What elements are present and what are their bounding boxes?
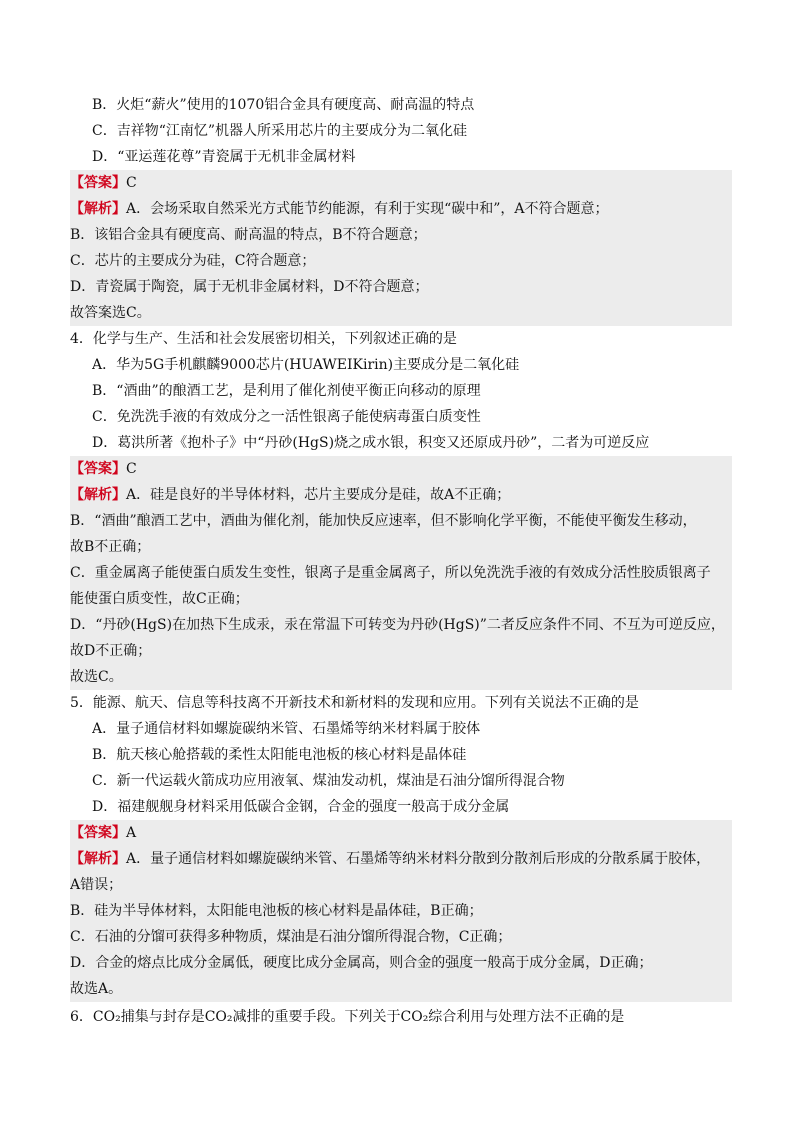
q4-answer-line — [70, 456, 730, 482]
q5-stem-end: 的是 — [610, 695, 639, 711]
q4-analysis-line: B．“酒曲”酿酒工艺中，酒曲为催化剂，能加快反应速率，但不影响化学平衡，不能使平衡发生移动， — [70, 513, 697, 529]
q3-analysis-line — [70, 196, 730, 222]
q4-analysis-line: C．重金属离子能使蛋白质发生变性，银离子是重金属离子，所以免洗洗手液的有效成分活性胶质银离子 — [70, 565, 711, 581]
q6-stem — [70, 1004, 730, 1030]
q5-stem-text: 5．能源、航天、信息等科技离不开新技术和新材料的发现和应用。下列有关说法 — [70, 695, 569, 711]
q3-analysis-text: A．会场采取自然采光方式能节约能源，有利于实现“碳中和”，A不符合题意； — [126, 201, 609, 217]
q4-analysis-line: 故D不正确； — [70, 643, 152, 659]
q3-option-d: D．“亚运莲花尊”青瓷属于无机非金属材料 — [92, 149, 356, 165]
q5-option-a: A．量子通信材料如螺旋碳纳米管、石墨烯等纳米材料属于胶体 — [92, 721, 481, 737]
q6-stem-text: 6．CO₂捕集与封存是CO₂减排的重要手段。下列关于CO₂综合利用与处理方法 — [70, 1009, 555, 1025]
q4-option-a: A．华为5G手机麒麟9000芯片(HUAWEIKirin)主要成分是二氧化硅 — [92, 357, 520, 373]
answer-tag: 【答案】 — [70, 825, 126, 841]
q5-stem — [70, 690, 730, 716]
q6-emphasis: · · · 不正确 — [554, 1009, 596, 1025]
q5-analysis-line: C．石油的分馏可获得多种物质，煤油是石油分馏所得混合物，C正确； — [70, 929, 512, 945]
q4-option-c: C．免洗洗手液的有效成分之一活性银离子能使病毒蛋白质变性 — [92, 409, 481, 425]
q4-stem: 4．化学与生产、生活和社会发展密切相关，下列叙述正确的是 — [70, 331, 457, 347]
q5-analysis-line: 故选A。 — [70, 981, 123, 997]
q4-option-b: B．“酒曲”的酿酒工艺，是利用了催化剂使平衡正向移动的原理 — [92, 383, 481, 399]
q3-option-b: B．火炬“薪火”使用的1070铝合金具有硬度高、耐高温的特点 — [92, 97, 475, 113]
q3-answer: C — [126, 175, 137, 191]
q3-option-c: C．吉祥物“江南忆”机器人所采用芯片的主要成分为二氧化硅 — [92, 123, 468, 139]
q5-analysis-line: D．合金的熔点比成分金属低，硬度比成分金属高，则合金的强度一般高于成分金属，D正确； — [70, 955, 653, 971]
q5-option-c: C．新一代运载火箭成功应用液氧、煤油发动机，煤油是石油分馏所得混合物 — [92, 773, 565, 789]
q5-option-d: D．福建舰舰身材料采用低碳合金钢，合金的强度一般高于成分金属 — [92, 799, 510, 815]
q5-emphasis: · · · 不正确 — [569, 695, 611, 711]
q3-analysis-line: 故答案选C。 — [70, 305, 151, 321]
q4-analysis-line: 故选C。 — [70, 669, 123, 685]
q5-analysis-line: B．硅为半导体材料，太阳能电池板的核心材料是晶体硅，B正确； — [70, 903, 483, 919]
analysis-tag: 【解析】 — [70, 201, 126, 217]
answer-tag: 【答案】 — [70, 175, 126, 191]
q4-analysis-line: D．“丹砂(HgS)在加热下生成汞，汞在常温下可转变为丹砂(HgS)”二者反应条件不同、不互为可逆反应， — [70, 617, 725, 633]
q5-answer-line — [70, 820, 730, 846]
analysis-tag: 【解析】 — [70, 487, 126, 503]
q4-answer: C — [126, 461, 137, 477]
q4-analysis-text: A．硅是良好的半导体材料，芯片主要成分是硅，故A不正确； — [126, 487, 511, 503]
q6-stem-end: 的是 — [596, 1009, 625, 1025]
q5-analysis-line: A错误； — [70, 877, 123, 893]
q3-answer-line — [70, 170, 730, 196]
q5-analysis-line — [70, 846, 730, 872]
q5-answer: A — [126, 825, 137, 841]
q4-analysis-line — [70, 482, 730, 508]
q4-analysis-line: 故B不正确； — [70, 539, 151, 555]
q3-analysis-line: C．芯片的主要成分为硅，C符合题意； — [70, 253, 316, 269]
analysis-tag: 【解析】 — [70, 851, 126, 867]
q3-analysis-line: D．青瓷属于陶瓷，属于无机非金属材料，D不符合题意； — [70, 279, 429, 295]
q5-analysis-text: A．量子通信材料如螺旋碳纳米管、石墨烯等纳米材料分散到分散剂后形成的分散系属于胶体， — [126, 851, 711, 867]
q4-option-d: D．葛洪所著《抱朴子》中“丹砂(HgS)烧之成水银，积变又还原成丹砂”，二者为可逆反应 — [92, 435, 650, 451]
q3-analysis-line: B．该铝合金具有硬度高、耐高温的特点，B不符合题意； — [70, 227, 427, 243]
q5-option-b: B．航天核心舱搭载的柔性太阳能电池板的核心材料是晶体硅 — [92, 747, 467, 763]
q4-analysis-line: 能使蛋白质变性，故C正确； — [70, 591, 249, 607]
answer-tag: 【答案】 — [70, 461, 126, 477]
